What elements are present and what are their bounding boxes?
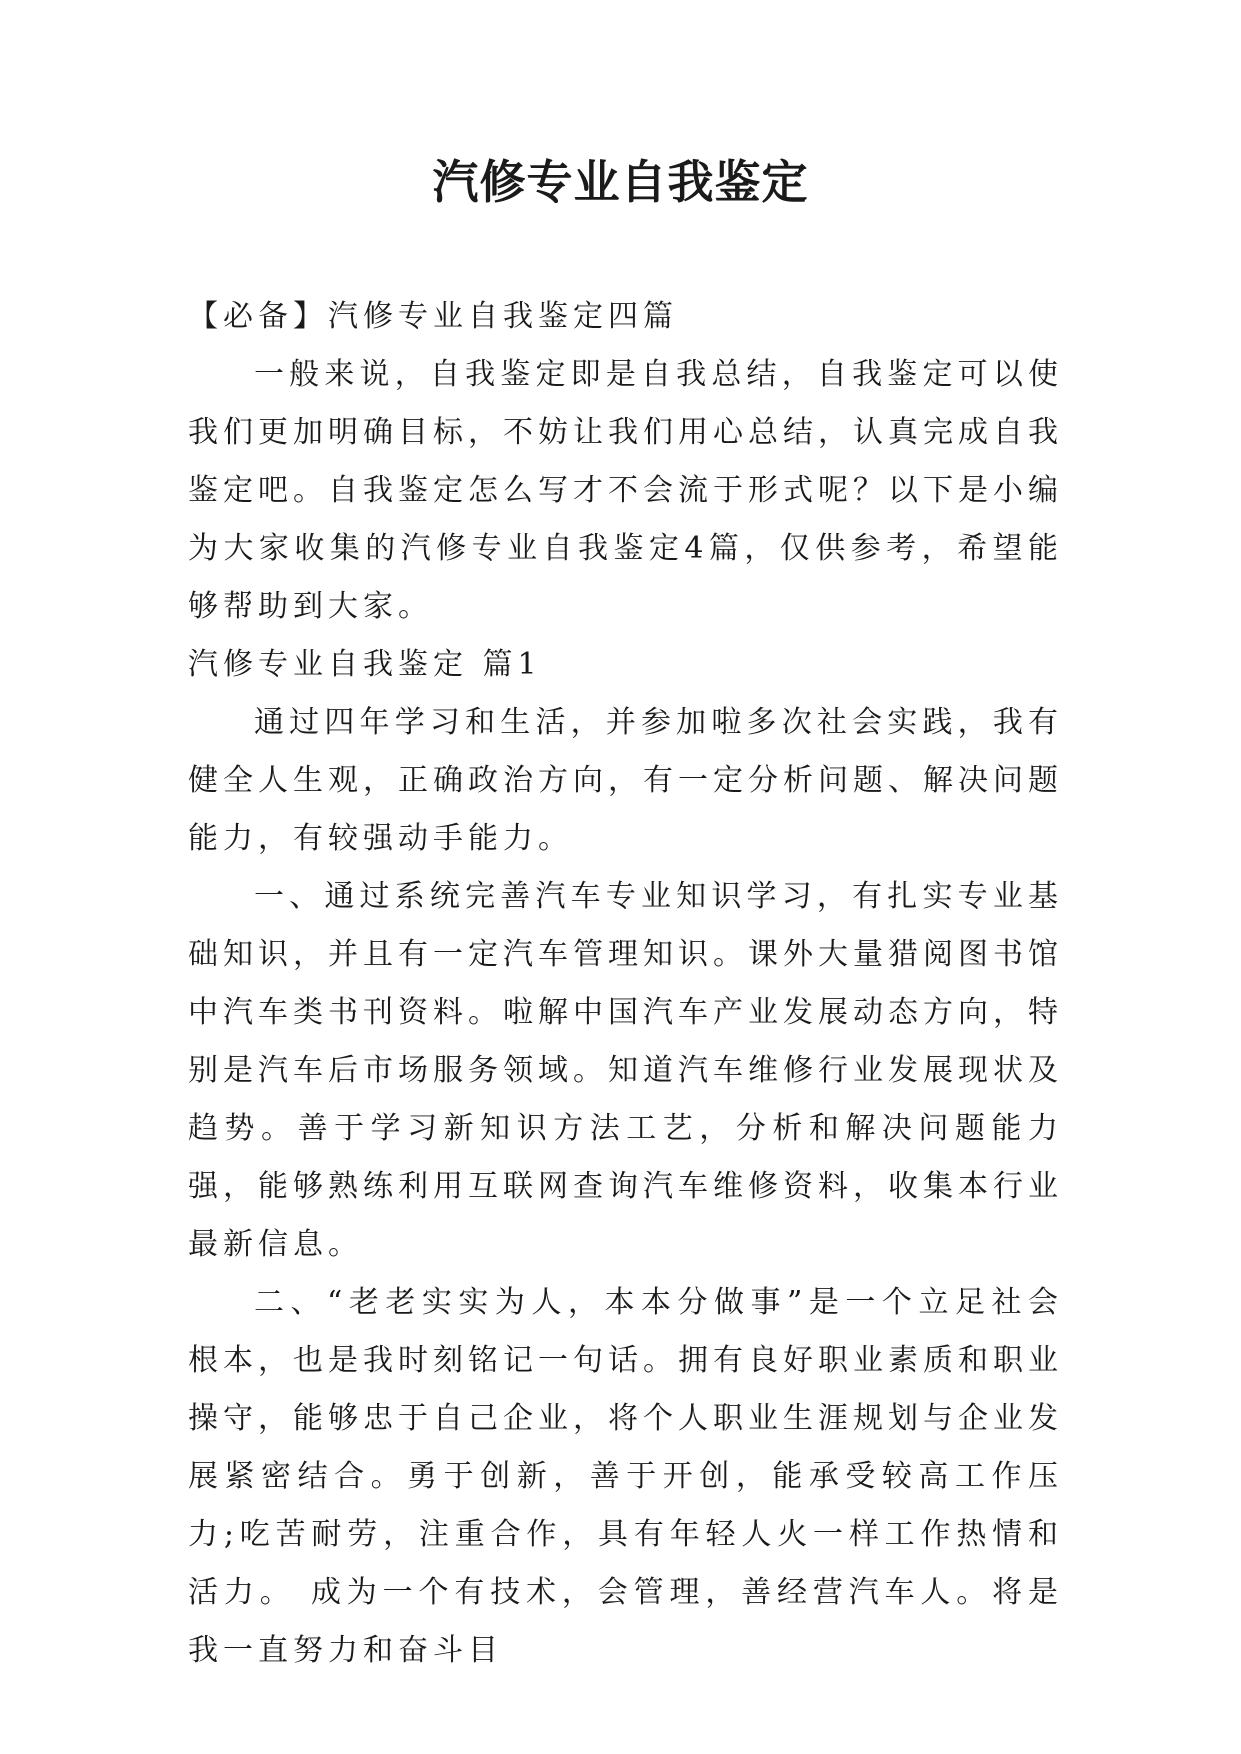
document-title: 汽修专业自我鉴定 [432, 155, 809, 209]
body-paragraph-2: 一、通过系统完善汽车专业知识学习，有扎实专业基础知识，并且有一定汽车管理知识。课外大量猎阅图书馆中汽车类书刊资料。啦解中国汽车产业发展动态方向，特别是汽车后市场服务领域。知道汽车维修行业发展现状及趋势。善于学习新知识方法工艺，分析和解决问题能力强，能够熟练利用互联网查询汽车维修资料，收集本行业最新信息。 [188, 879, 1063, 1262]
document-body [188, 288, 1063, 1680]
body-paragraph-1: 通过四年学习和生活，并参加啦多次社会实践，我有健全人生观，正确政治方向，有一定分析问题、解决问题能力，有较强动手能力。 [188, 705, 1063, 856]
body-paragraph-3: 二、“老老实实为人，本本分做事”是一个立足社会根本，也是我时刻铭记一句话。拥有良好职业素质和职业操守，能够忠于自己企业，将个人职业生涯规划与企业发展紧密结合。勇于创新，善于开创，能承受较高工作压力;吃苦耐劳，注重合作，具有年轻人火一样工作热情和活力。 成为一个有技术，会管理，善经营汽车人。将是我一直努力和奋斗目 [188, 1285, 1063, 1668]
section-heading: 汽修专业自我鉴定 篇1 [188, 647, 542, 682]
document-subtitle: 【必备】汽修专业自我鉴定四篇 [188, 299, 678, 334]
intro-paragraph: 一般来说，自我鉴定即是自我总结，自我鉴定可以使我们更加明确目标，不妨让我们用心总结，认真完成自我鉴定吧。自我鉴定怎么写才不会流于形式呢？以下是小编为大家收集的汽修专业自我鉴定4篇，仅供参考，希望能够帮助到大家。 [188, 357, 1063, 624]
